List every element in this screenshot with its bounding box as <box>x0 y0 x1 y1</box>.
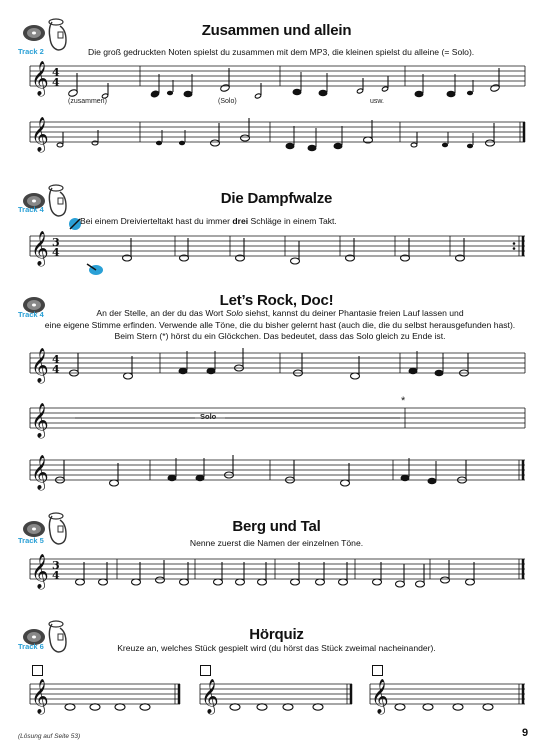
svg-text:𝄞: 𝄞 <box>371 679 389 714</box>
section-title-zusammen: Zusammen und allein <box>201 22 352 39</box>
svg-text:3: 3 <box>52 559 60 572</box>
section-description: Die groß gedruckten Noten spielst du zusammen mit dem MP3, die kleinen spielst du alleine (= Solo). <box>88 47 475 57</box>
svg-text:4: 4 <box>52 363 60 376</box>
track-label: Track 2 <box>18 47 44 56</box>
staff-label: (zusammen) <box>68 98 107 105</box>
svg-text:𝄞: 𝄞 <box>31 348 49 383</box>
svg-text:𝄞: 𝄞 <box>31 117 49 152</box>
svg-text:𝄞: 𝄞 <box>31 231 49 266</box>
track-label: Track 4 <box>18 310 44 319</box>
svg-text:𝄞: 𝄞 <box>31 403 49 438</box>
page-number: 9 <box>522 727 529 739</box>
section-title-dampfwalze: Die Dampfwalze <box>220 190 333 207</box>
section-description: An der Stelle, an der du das Wort Solo siehst, kannst du deiner Phantasie freien Lauf lassen und eine eigene Stimme erfinden. Verwende alle Töne, die du bisher gelernt hast (auch die, die du selbst herausgefunden hast). Beim Stern (*) hörst du ein Glöckchen. Das bedeutet, dass das Solo gleich zu Ende ist. <box>44 308 516 341</box>
star-marker: * <box>401 395 406 407</box>
section-title-berg-und-tal: Berg und Tal <box>232 518 321 535</box>
svg-text:4: 4 <box>52 76 60 89</box>
answer-checkbox-1[interactable] <box>32 665 43 676</box>
footer-solution-note: (Lösung auf Seite 53) <box>18 733 81 740</box>
track-label: Track 5 <box>18 536 44 545</box>
svg-text:4: 4 <box>52 353 60 366</box>
solo-label: Solo <box>200 412 217 421</box>
section-description: Kreuze an, welches Stück gespielt wird (du hörst das Stück zweimal nacheinander). <box>117 643 436 653</box>
track-label: Track 6 <box>18 642 44 651</box>
section-description: Nenne zuerst die Namen der einzelnen Töne. <box>189 538 364 548</box>
track-label: Track 4 <box>18 205 44 214</box>
answer-checkbox-2[interactable] <box>200 665 211 676</box>
svg-text:3: 3 <box>52 236 60 249</box>
svg-text:𝄞: 𝄞 <box>31 554 49 589</box>
svg-text:4: 4 <box>52 246 60 259</box>
staff-label: usw. <box>370 98 385 105</box>
svg-text:𝄞: 𝄞 <box>31 61 49 96</box>
svg-text:𝄞: 𝄞 <box>31 679 49 714</box>
section-description: Bei einem Dreivierteltakt hast du immer drei Schläge in einem Takt. <box>80 216 337 226</box>
staff-label: (Solo) <box>218 98 237 105</box>
svg-text:4: 4 <box>52 66 60 79</box>
section-title-hoerquiz: Hörquiz <box>249 626 304 643</box>
conductor-hand-icon <box>86 262 104 281</box>
svg-text:𝄞: 𝄞 <box>201 679 219 714</box>
answer-checkbox-3[interactable] <box>372 665 383 676</box>
section-title-lets-rock: Let’s Rock, Doc! <box>219 292 334 309</box>
svg-text:𝄞: 𝄞 <box>31 455 49 490</box>
svg-text:4: 4 <box>52 569 60 582</box>
